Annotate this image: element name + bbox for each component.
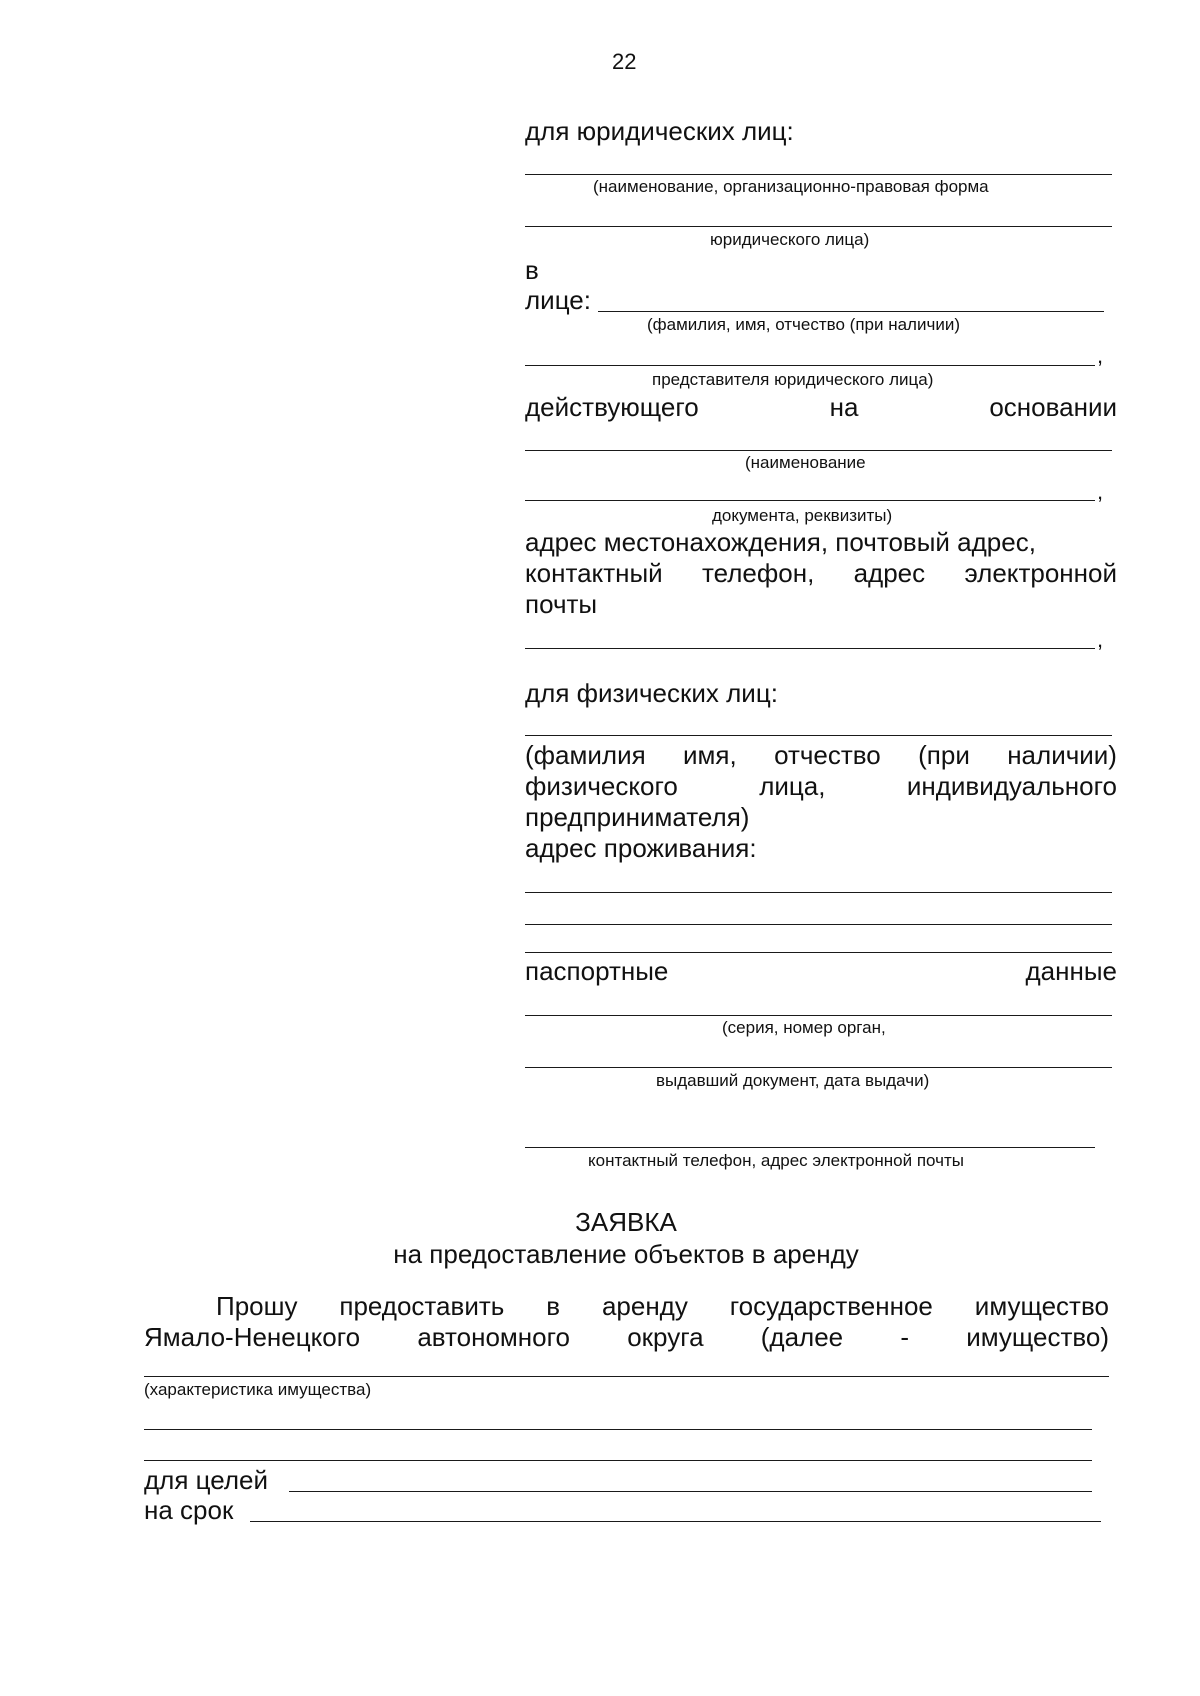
passport-field-2[interactable] [525, 1067, 1112, 1068]
page-number: 22 [612, 49, 637, 74]
request-word: Ямало-Ненецкого [144, 1322, 361, 1352]
request-word: государственное [729, 1291, 933, 1321]
residence-field-1[interactable] [525, 892, 1112, 893]
document-details-field[interactable] [525, 500, 1095, 501]
request-word: в [546, 1291, 561, 1321]
individual-name-field[interactable] [525, 735, 1112, 736]
representative-caption-1: (фамилия, имя, отчество (при наличии) [647, 315, 960, 334]
request-word: автономного [417, 1322, 570, 1352]
request-line-2 [144, 1322, 1109, 1352]
legal-form-field[interactable] [525, 226, 1112, 227]
property-field-1[interactable] [144, 1376, 1109, 1377]
comma: , [1097, 479, 1104, 504]
in-person-label-2: лице: [525, 285, 591, 315]
address-line-2 [525, 558, 1117, 588]
passport-line [525, 956, 1117, 986]
document-caption-1: (наименование [745, 453, 866, 472]
property-caption: (характеристика имущества) [144, 1380, 372, 1399]
purpose-field[interactable] [289, 1491, 1092, 1492]
request-word: имущество) [966, 1322, 1109, 1352]
document-caption-2: документа, реквизиты) [712, 506, 893, 525]
basis-document-field[interactable] [525, 450, 1112, 451]
comma: , [1097, 627, 1104, 652]
address-word-2: телефон, [702, 558, 815, 588]
caption-word: имя, [683, 740, 737, 770]
representative-field[interactable] [598, 311, 1104, 312]
residence-field-3[interactable] [525, 952, 1112, 953]
request-word: предоставить [339, 1291, 505, 1321]
caption-word: наличии) [1007, 740, 1117, 770]
legal-name-field[interactable] [525, 174, 1112, 175]
request-word: (далее [760, 1322, 844, 1352]
request-word: округа [627, 1322, 704, 1352]
application-subtitle: на предоставление объектов в аренду [393, 1239, 859, 1269]
comma: , [1097, 343, 1104, 368]
passport-caption-1: (серия, номер орган, [722, 1018, 886, 1037]
contact-caption: контактный телефон, адрес электронной почты [588, 1151, 965, 1170]
individuals-heading: для физических лиц: [525, 678, 778, 708]
acting-basis-line [525, 392, 1117, 422]
property-field-2[interactable] [144, 1429, 1092, 1430]
caption-word: индивидуального [906, 771, 1117, 801]
caption-word: отчество [774, 740, 881, 770]
legal-name-caption-1: (наименование, организационно-правовая форма [593, 177, 989, 196]
caption-word: лица, [759, 771, 826, 801]
acting-word-2: на [829, 392, 859, 422]
individual-caption-line-3: предпринимателя) [525, 802, 750, 832]
legal-entities-heading: для юридических лиц: [525, 116, 794, 146]
request-word: Прошу [216, 1291, 298, 1321]
address-line-1: адрес местонахождения, почтовый адрес, [525, 527, 1036, 557]
in-person-label-1: в [525, 255, 539, 285]
address-line-3: почты [525, 589, 598, 619]
acting-word-1: действующего [525, 392, 699, 422]
request-word: имущество [974, 1291, 1109, 1321]
individual-caption-line-1 [525, 740, 1117, 770]
term-label: на срок [144, 1495, 234, 1525]
legal-name-caption-2: юридического лица) [710, 230, 870, 249]
caption-word: (при [918, 740, 970, 770]
individual-caption-line-2 [525, 771, 1117, 801]
caption-word: физического [525, 771, 678, 801]
request-word: - [900, 1322, 909, 1352]
residence-label: адрес проживания: [525, 833, 757, 863]
application-title: ЗАЯВКА [575, 1207, 677, 1237]
request-line-1 [216, 1291, 1109, 1321]
address-word-4: электронной [964, 558, 1117, 588]
caption-word: (фамилия [525, 740, 646, 770]
term-field[interactable] [250, 1521, 1101, 1522]
property-field-3[interactable] [144, 1460, 1092, 1461]
passport-caption-2: выдавший документ, дата выдачи) [656, 1071, 930, 1090]
passport-word-2: данные [1025, 956, 1117, 986]
address-word-3: адрес [853, 558, 926, 588]
acting-word-3: основании [989, 392, 1117, 422]
purpose-label: для целей [144, 1465, 268, 1495]
request-word: аренду [601, 1291, 688, 1321]
representative-caption-2: представителя юридического лица) [652, 370, 934, 389]
passport-field-1[interactable] [525, 1015, 1112, 1016]
address-word-1: контактный [525, 558, 663, 588]
representative-field-2[interactable] [525, 365, 1095, 366]
passport-word-1: паспортные [525, 956, 669, 986]
contact-field[interactable] [525, 1147, 1095, 1148]
legal-address-field[interactable] [525, 648, 1095, 649]
residence-field-2[interactable] [525, 924, 1112, 925]
